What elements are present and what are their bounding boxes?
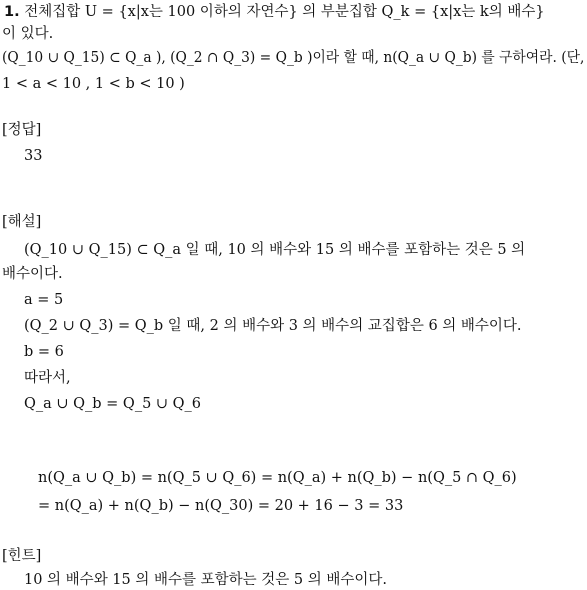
solution-line-6: 따라서, xyxy=(24,370,71,386)
problem-text-line-3: (Q_10 ∪ Q_15) ⊂ Q_a ), (Q_2 ∩ Q_3) = Q_b )이라 할 때, n(Q_a ∪ Q_b) 를 구하여라. (단, xyxy=(2,50,585,66)
solution-line-2: 배수이다. xyxy=(2,266,63,282)
solution-equation-2: = n(Q_a) + n(Q_b) − n(Q_30) = 20 + 16 − 3 = 33 xyxy=(38,498,404,514)
problem-text-line-2: 이 있다. xyxy=(2,26,54,42)
solution-line-5: b = 6 xyxy=(24,344,64,360)
problem-text-line-1: 전체집합 U = {x|x는 100 이하의 자연수} 의 부분집합 Q_k = {x|x는 k의 배수} xyxy=(24,4,545,20)
problem-text-line-4: 1 < a < 10 , 1 < b < 10 ) xyxy=(2,76,185,92)
hint-text: 10 의 배수와 15 의 배수를 포함하는 것은 5 의 배수이다. xyxy=(24,572,387,588)
solution-equation-1: n(Q_a ∪ Q_b) = n(Q_5 ∪ Q_6) = n(Q_a) + n(Q_b) − n(Q_5 ∩ Q_6) xyxy=(38,470,517,486)
answer-value: 33 xyxy=(24,148,43,164)
hint-header: [힌트] xyxy=(2,548,42,564)
solution-line-1: (Q_10 ∪ Q_15) ⊂ Q_a 일 때, 10 의 배수와 15 의 배수를 포함하는 것은 5 의 xyxy=(24,242,526,258)
solution-header: [해설] xyxy=(2,214,42,230)
solution-line-3: a = 5 xyxy=(24,292,64,308)
problem-line-1 xyxy=(4,2,545,22)
solution-line-7: Q_a ∪ Q_b = Q_5 ∪ Q_6 xyxy=(24,396,202,412)
problem-number: 1. xyxy=(4,4,20,20)
solution-line-4: (Q_2 ∪ Q_3) = Q_b 일 때, 2 의 배수와 3 의 배수의 교집합은 6 의 배수이다. xyxy=(24,318,522,334)
answer-header: [정답] xyxy=(2,122,42,138)
